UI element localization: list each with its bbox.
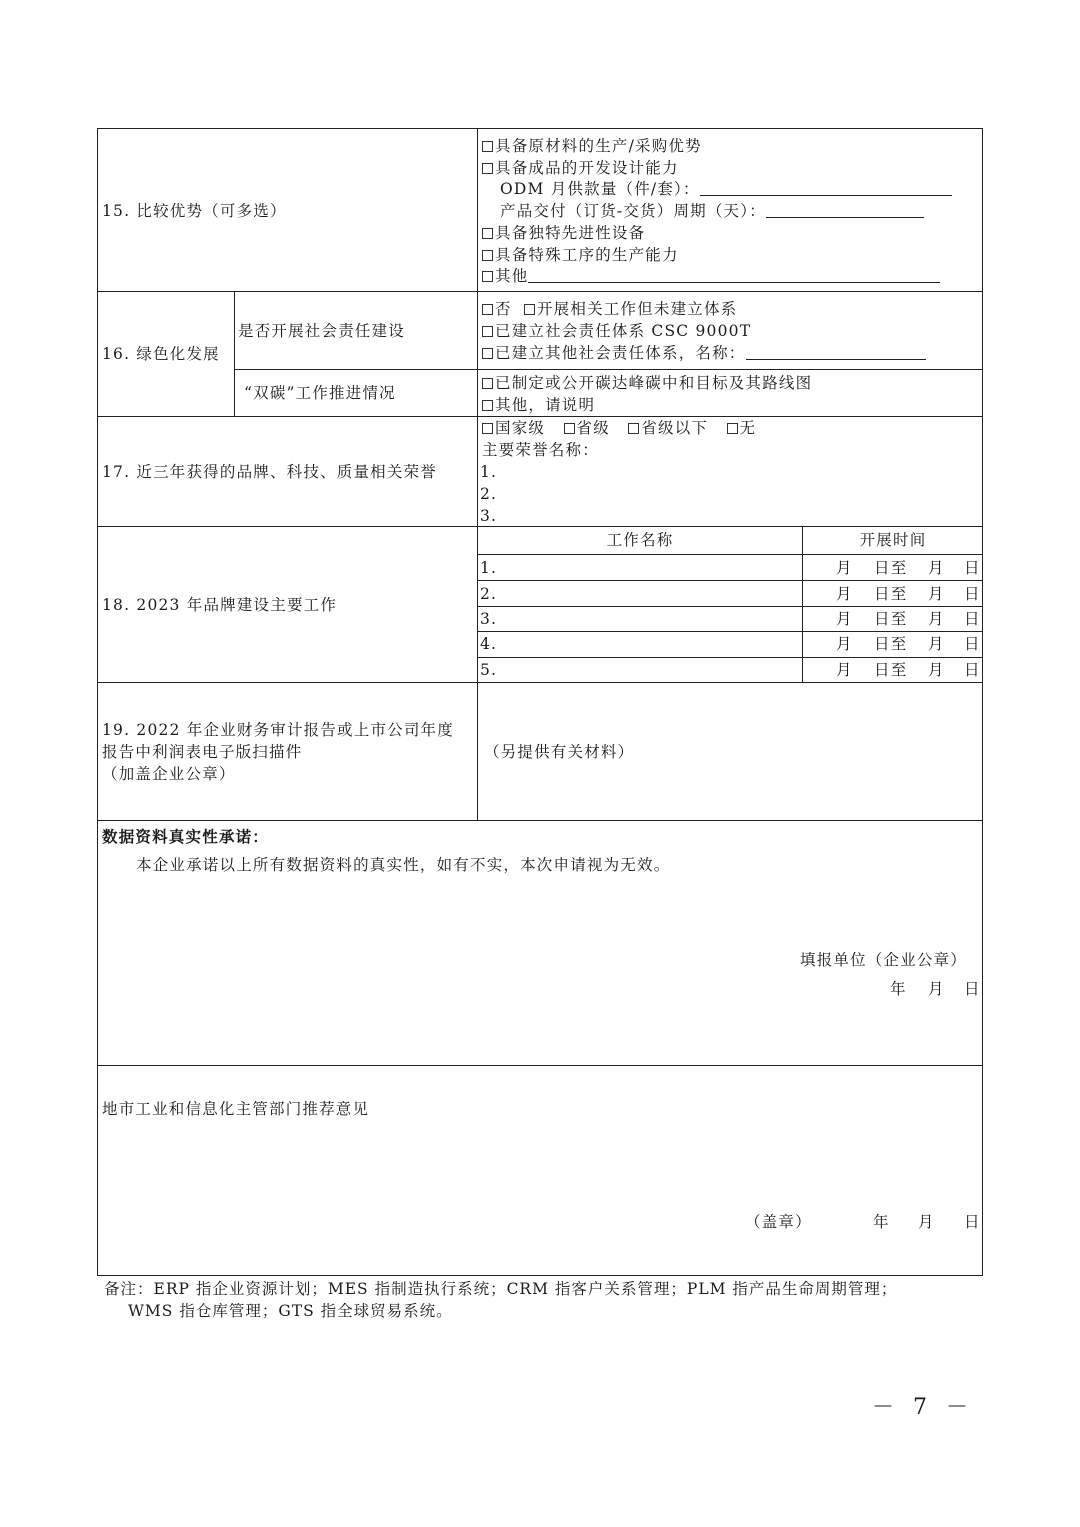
row-divider xyxy=(478,657,982,658)
promise-text: 本企业承诺以上所有数据资料的真实性，如有不实，本次申请视为无效。 xyxy=(136,856,671,874)
row17-label: 17. 近三年获得的品牌、科技、质量相关荣誉 xyxy=(102,463,437,481)
recommend-seal: （盖章） xyxy=(745,1213,812,1231)
row15-option-3[interactable]: 具备独特先进性设备 xyxy=(482,223,645,243)
recommend-date-year: 年 xyxy=(873,1213,890,1231)
date-month-1: 月 xyxy=(836,559,853,577)
promise-date-day: 日 xyxy=(964,980,981,998)
date-day-2: 日 xyxy=(964,585,981,603)
column-divider xyxy=(477,129,478,820)
recommend-title: 地市工业和信息化主管部门推荐意见 xyxy=(102,1100,370,1118)
honor-names-label: 主要荣誉名称： xyxy=(482,441,599,459)
row19-label-line1: 19. 2022 年企业财务审计报告或上市公司年度 xyxy=(102,721,454,739)
work-row-number[interactable]: 1. xyxy=(480,559,498,577)
date-day-2: 日 xyxy=(964,559,981,577)
row-divider xyxy=(98,291,982,292)
delivery-cycle-field[interactable]: 产品交付（订货-交货）周期（天）： xyxy=(500,201,924,221)
checkbox-icon[interactable] xyxy=(628,423,639,434)
honor-level-options[interactable]: 国家级 省级 省级以下 无 xyxy=(482,418,756,438)
work-name-header: 工作名称 xyxy=(606,531,674,549)
honor-item[interactable]: 2. xyxy=(480,485,498,503)
date-day-to: 日至 xyxy=(874,610,908,628)
work-row-number[interactable]: 4. xyxy=(480,635,498,653)
page-number: － 7 － xyxy=(872,1395,974,1420)
checkbox-icon[interactable] xyxy=(482,378,493,389)
checkbox-icon[interactable] xyxy=(727,423,738,434)
checkbox-icon[interactable] xyxy=(524,304,535,315)
work-row-number[interactable]: 3. xyxy=(480,610,498,628)
other-system-option[interactable]: 已建立其他社会责任体系，名称： xyxy=(482,343,926,363)
row15-label: 15. 比较优势（可多选） xyxy=(102,202,287,220)
row19-value: （另提供有关材料） xyxy=(484,743,635,761)
row-divider xyxy=(478,631,982,632)
row15-option-2[interactable]: 具备成品的开发设计能力 xyxy=(482,158,679,178)
odm-input-line[interactable] xyxy=(700,179,952,196)
work-row-number[interactable]: 5. xyxy=(480,661,498,679)
promise-date-year: 年 xyxy=(890,980,907,998)
date-month-2: 月 xyxy=(928,585,945,603)
date-day-to: 日至 xyxy=(874,585,908,603)
row19-label-line3: （加盖企业公章） xyxy=(102,765,236,783)
checkbox-icon[interactable] xyxy=(482,348,493,359)
row15-option-4[interactable]: 具备特殊工序的生产能力 xyxy=(482,245,679,265)
checkbox-icon[interactable] xyxy=(482,304,493,315)
row16-label: 16. 绿色化发展 xyxy=(102,345,220,363)
filling-unit-seal: 填报单位（企业公章） xyxy=(800,951,968,969)
row19-label-line2: 报告中利润表电子版扫描件 xyxy=(102,743,303,761)
footnote-line1: 备注：ERP 指企业资源计划；MES 指制造执行系统；CRM 指客户关系管理；PLM 指产品生命周期管理； xyxy=(104,1280,898,1298)
column-divider xyxy=(234,291,235,416)
checkbox-icon[interactable] xyxy=(482,326,493,337)
footnote-line2: WMS 指仓库管理；GTS 指全球贸易系统。 xyxy=(128,1302,453,1320)
social-responsibility-label: 是否开展社会责任建设 xyxy=(238,322,406,340)
row15-option-1[interactable]: 具备原材料的生产/采购优势 xyxy=(482,136,702,156)
date-month-1: 月 xyxy=(836,661,853,679)
date-month-1: 月 xyxy=(836,610,853,628)
honor-item[interactable]: 1. xyxy=(480,463,498,481)
date-month-2: 月 xyxy=(928,559,945,577)
odm-monthly-field[interactable]: ODM 月供款量（件/套）： xyxy=(500,179,952,199)
row-divider xyxy=(98,526,982,527)
date-month-2: 月 xyxy=(928,635,945,653)
checkbox-icon[interactable] xyxy=(482,163,493,174)
checkbox-icon[interactable] xyxy=(482,141,493,152)
system-name-input-line[interactable] xyxy=(746,343,926,360)
checkbox-icon[interactable] xyxy=(482,271,493,282)
date-day-to: 日至 xyxy=(874,661,908,679)
date-month-2: 月 xyxy=(928,610,945,628)
recommend-date-month: 月 xyxy=(918,1213,935,1231)
date-day-2: 日 xyxy=(964,661,981,679)
row-divider xyxy=(98,820,982,821)
row-divider xyxy=(478,606,982,607)
checkbox-icon[interactable] xyxy=(482,423,493,434)
promise-title: 数据资料真实性承诺： xyxy=(102,827,270,846)
delivery-input-line[interactable] xyxy=(766,201,924,218)
dual-carbon-label: “双碳”工作推进情况 xyxy=(244,384,396,402)
date-month-1: 月 xyxy=(836,635,853,653)
row-divider xyxy=(98,1065,982,1066)
checkbox-icon[interactable] xyxy=(482,228,493,239)
row-divider xyxy=(98,682,982,683)
date-day-2: 日 xyxy=(964,610,981,628)
date-day-to: 日至 xyxy=(874,635,908,653)
checkbox-icon[interactable] xyxy=(482,250,493,261)
honor-item[interactable]: 3. xyxy=(480,507,498,525)
recommend-date-day: 日 xyxy=(964,1213,981,1231)
row-divider xyxy=(478,554,982,555)
work-row-number[interactable]: 2. xyxy=(480,585,498,603)
date-day-2: 日 xyxy=(964,635,981,653)
dual-carbon-option-2[interactable]: 其他，请说明 xyxy=(482,395,595,415)
checkbox-icon[interactable] xyxy=(482,400,493,411)
row18-label: 18. 2023 年品牌建设主要工作 xyxy=(102,596,338,614)
checkbox-icon[interactable] xyxy=(564,423,575,434)
date-month-1: 月 xyxy=(836,585,853,603)
date-day-to: 日至 xyxy=(874,559,908,577)
csc9000t-option[interactable]: 已建立社会责任体系 CSC 9000T xyxy=(482,321,751,341)
date-month-2: 月 xyxy=(928,661,945,679)
promise-date-month: 月 xyxy=(928,980,945,998)
dual-carbon-option-1[interactable]: 已制定或公开碳达峰碳中和目标及其路线图 xyxy=(482,373,812,393)
social-responsibility-options[interactable]: 否 开展相关工作但未建立体系 xyxy=(482,299,737,319)
other-input-line[interactable] xyxy=(528,266,940,283)
work-time-header: 开展时间 xyxy=(859,531,927,549)
row-divider xyxy=(234,369,982,370)
row15-option-5[interactable]: 其他 xyxy=(482,266,940,286)
row-divider xyxy=(98,416,982,417)
row-divider xyxy=(478,580,982,581)
